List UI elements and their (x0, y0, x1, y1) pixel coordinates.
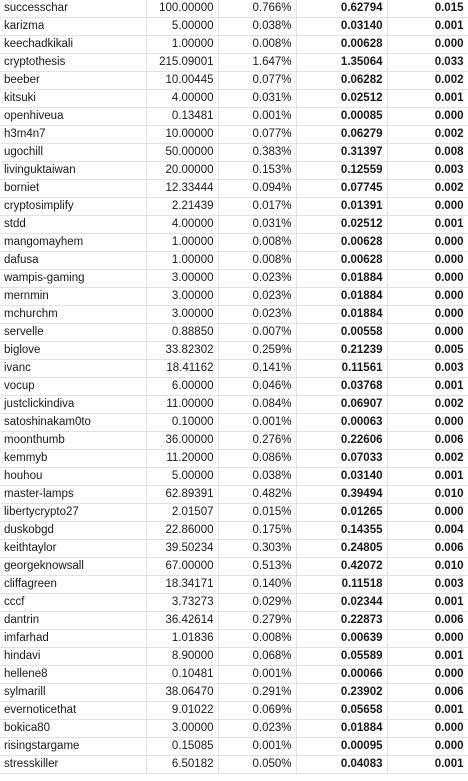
table-row (0, 720, 468, 738)
cell-value[interactable]: 0.000 (387, 306, 468, 324)
cell-percent[interactable]: 0.015% (218, 504, 296, 522)
cell-name[interactable]: openhiveua (0, 108, 146, 126)
cell-amount[interactable]: 38.06470 (146, 684, 218, 702)
cell-amount[interactable]: 22.86000 (146, 522, 218, 540)
cell-percent[interactable]: 0.023% (218, 306, 296, 324)
cell-share[interactable]: 0.05589 (296, 648, 387, 666)
cell-name[interactable]: dafusa (0, 252, 146, 270)
cell-share[interactable]: 0.01391 (296, 198, 387, 216)
cell-percent[interactable]: 0.069% (218, 702, 296, 720)
cell-amount[interactable]: 0.10481 (146, 666, 218, 684)
cell-value[interactable]: 0.003 (387, 162, 468, 180)
cell-percent[interactable]: 0.086% (218, 450, 296, 468)
cell-name[interactable]: georgeknowsall (0, 558, 146, 576)
cell-value[interactable]: 0.000 (387, 720, 468, 738)
cell-amount[interactable]: 1.01836 (146, 630, 218, 648)
cell-share[interactable]: 0.11518 (296, 576, 387, 594)
cell-name[interactable]: keithtaylor (0, 540, 146, 558)
cell-percent[interactable]: 0.023% (218, 270, 296, 288)
cell-name[interactable]: moonthumb (0, 432, 146, 450)
cell-share[interactable]: 0.00066 (296, 666, 387, 684)
cell-amount[interactable]: 1.00000 (146, 234, 218, 252)
table-row (0, 468, 468, 486)
cell-value[interactable]: 0.000 (387, 234, 468, 252)
table-row (0, 756, 468, 774)
cell-value[interactable]: 0.001 (387, 90, 468, 108)
cell-name[interactable]: kitsuki (0, 90, 146, 108)
cell-amount[interactable]: 8.90000 (146, 648, 218, 666)
cell-amount[interactable]: 4.00000 (146, 216, 218, 234)
table-row (0, 288, 468, 306)
cell-name[interactable]: kemmyb (0, 450, 146, 468)
cell-value[interactable]: 0.000 (387, 630, 468, 648)
cell-share[interactable]: 0.02344 (296, 594, 387, 612)
cell-value[interactable]: 0.001 (387, 468, 468, 486)
cell-amount[interactable]: 18.34171 (146, 576, 218, 594)
cell-name[interactable]: cliffagreen (0, 576, 146, 594)
cell-value[interactable]: 0.000 (387, 738, 468, 756)
table-row (0, 702, 468, 720)
table-row (0, 540, 468, 558)
cell-name[interactable]: cryptosimplify (0, 198, 146, 216)
cell-percent[interactable]: 0.291% (218, 684, 296, 702)
cell-name[interactable]: imfarhad (0, 630, 146, 648)
cell-value[interactable]: 0.004 (387, 522, 468, 540)
table-row (0, 450, 468, 468)
cell-value[interactable]: 0.001 (387, 216, 468, 234)
cell-percent[interactable]: 0.766% (218, 0, 296, 18)
cell-share[interactable]: 0.07745 (296, 180, 387, 198)
cell-percent[interactable]: 0.001% (218, 738, 296, 756)
cell-percent[interactable]: 0.001% (218, 666, 296, 684)
cell-name[interactable]: stresskiller (0, 756, 146, 774)
cell-share[interactable]: 0.00095 (296, 738, 387, 756)
cell-amount[interactable]: 18.41162 (146, 360, 218, 378)
cell-name[interactable]: master-lamps (0, 486, 146, 504)
table-row (0, 18, 468, 36)
cell-percent[interactable]: 0.023% (218, 288, 296, 306)
cell-percent[interactable]: 0.383% (218, 144, 296, 162)
cell-share[interactable]: 0.06279 (296, 126, 387, 144)
cell-amount[interactable]: 3.00000 (146, 270, 218, 288)
cell-name[interactable]: libertycrypto27 (0, 504, 146, 522)
cell-share[interactable]: 0.21239 (296, 342, 387, 360)
cell-share[interactable]: 0.03140 (296, 468, 387, 486)
cell-share[interactable]: 0.03140 (296, 18, 387, 36)
cell-amount[interactable]: 67.00000 (146, 558, 218, 576)
cell-name[interactable]: vocup (0, 378, 146, 396)
cell-name[interactable]: bokica80 (0, 720, 146, 738)
cell-percent[interactable]: 0.094% (218, 180, 296, 198)
cell-value[interactable]: 0.002 (387, 72, 468, 90)
table-row (0, 180, 468, 198)
cell-amount[interactable]: 12.33444 (146, 180, 218, 198)
cell-share[interactable]: 0.06907 (296, 396, 387, 414)
table-row (0, 162, 468, 180)
cell-percent[interactable]: 0.007% (218, 324, 296, 342)
cell-amount[interactable]: 4.00000 (146, 90, 218, 108)
table-row (0, 324, 468, 342)
cell-value[interactable]: 0.033 (387, 54, 468, 72)
cell-share[interactable]: 0.11561 (296, 360, 387, 378)
cell-name[interactable]: servelle (0, 324, 146, 342)
cell-share[interactable]: 0.39494 (296, 486, 387, 504)
cell-name[interactable]: mernmin (0, 288, 146, 306)
table-row (0, 198, 468, 216)
cell-percent[interactable]: 0.482% (218, 486, 296, 504)
table-row (0, 36, 468, 54)
table-row (0, 648, 468, 666)
cell-percent[interactable]: 0.513% (218, 558, 296, 576)
cell-share[interactable]: 0.00558 (296, 324, 387, 342)
cell-value[interactable]: 0.001 (387, 594, 468, 612)
cell-share[interactable]: 0.22606 (296, 432, 387, 450)
cell-name[interactable]: duskobgd (0, 522, 146, 540)
cell-share[interactable]: 0.12559 (296, 162, 387, 180)
cell-amount[interactable]: 3.00000 (146, 306, 218, 324)
table-row (0, 738, 468, 756)
cell-percent[interactable]: 0.023% (218, 720, 296, 738)
cell-value[interactable]: 0.010 (387, 558, 468, 576)
cell-value[interactable]: 0.000 (387, 270, 468, 288)
cell-percent[interactable]: 0.008% (218, 252, 296, 270)
table-row (0, 594, 468, 612)
cell-percent[interactable]: 0.084% (218, 396, 296, 414)
cell-amount[interactable]: 6.50182 (146, 756, 218, 774)
table-row (0, 630, 468, 648)
cell-share[interactable]: 0.06282 (296, 72, 387, 90)
cell-share[interactable]: 0.02512 (296, 216, 387, 234)
cell-name[interactable]: ugochill (0, 144, 146, 162)
cell-value[interactable]: 0.003 (387, 576, 468, 594)
cell-percent[interactable]: 0.141% (218, 360, 296, 378)
cell-percent[interactable]: 0.153% (218, 162, 296, 180)
table-row (0, 612, 468, 630)
cell-percent[interactable]: 0.017% (218, 198, 296, 216)
cell-value[interactable]: 0.003 (387, 360, 468, 378)
table-row (0, 522, 468, 540)
table-row (0, 378, 468, 396)
cell-amount[interactable]: 0.10000 (146, 414, 218, 432)
cell-name[interactable]: satoshinakam0to (0, 414, 146, 432)
table-row (0, 144, 468, 162)
cell-share[interactable]: 0.01884 (296, 720, 387, 738)
table-row (0, 270, 468, 288)
cell-name[interactable]: livinguktaiwan (0, 162, 146, 180)
cell-share[interactable]: 0.07033 (296, 450, 387, 468)
table-row (0, 216, 468, 234)
table-row (0, 432, 468, 450)
table-row (0, 684, 468, 702)
cell-share[interactable]: 0.01265 (296, 504, 387, 522)
table-row (0, 108, 468, 126)
cell-percent[interactable]: 0.140% (218, 576, 296, 594)
cell-name[interactable]: dantrin (0, 612, 146, 630)
cell-value[interactable]: 0.002 (387, 180, 468, 198)
table-row (0, 306, 468, 324)
cell-name[interactable]: biglove (0, 342, 146, 360)
cell-share[interactable]: 0.05658 (296, 702, 387, 720)
cell-percent[interactable]: 0.303% (218, 540, 296, 558)
cell-share[interactable]: 0.62794 (296, 0, 387, 18)
cell-name[interactable]: wampis-gaming (0, 270, 146, 288)
cell-amount[interactable]: 50.00000 (146, 144, 218, 162)
cell-value[interactable]: 0.002 (387, 396, 468, 414)
cell-name[interactable]: successchar (0, 0, 146, 18)
cell-name[interactable]: evernoticethat (0, 702, 146, 720)
table-row (0, 396, 468, 414)
cell-value[interactable]: 0.006 (387, 684, 468, 702)
table-row (0, 414, 468, 432)
cell-value[interactable]: 0.002 (387, 450, 468, 468)
cell-share[interactable]: 0.04083 (296, 756, 387, 774)
cell-value[interactable]: 0.000 (387, 252, 468, 270)
cell-name[interactable]: keechadkikali (0, 36, 146, 54)
table-row (0, 486, 468, 504)
cell-amount[interactable]: 3.00000 (146, 720, 218, 738)
cell-name[interactable]: hellene8 (0, 666, 146, 684)
cell-percent[interactable]: 0.068% (218, 648, 296, 666)
cell-amount[interactable]: 11.00000 (146, 396, 218, 414)
cell-percent[interactable]: 0.050% (218, 756, 296, 774)
cell-share[interactable]: 0.24805 (296, 540, 387, 558)
cell-amount[interactable]: 20.00000 (146, 162, 218, 180)
cell-percent[interactable]: 0.175% (218, 522, 296, 540)
cell-percent[interactable]: 0.276% (218, 432, 296, 450)
cell-share[interactable]: 0.00628 (296, 234, 387, 252)
cell-percent[interactable]: 0.259% (218, 342, 296, 360)
cell-amount[interactable]: 33.82302 (146, 342, 218, 360)
cell-value[interactable]: 0.001 (387, 378, 468, 396)
cell-share[interactable]: 0.03768 (296, 378, 387, 396)
table-row (0, 342, 468, 360)
cell-value[interactable]: 0.015 (387, 0, 468, 18)
cell-amount[interactable]: 1.00000 (146, 252, 218, 270)
cell-share[interactable]: 0.22873 (296, 612, 387, 630)
cell-value[interactable]: 0.000 (387, 198, 468, 216)
cell-name[interactable]: risingstargame (0, 738, 146, 756)
table-row (0, 252, 468, 270)
cell-amount[interactable]: 36.00000 (146, 432, 218, 450)
cell-percent[interactable]: 0.029% (218, 594, 296, 612)
cell-share[interactable]: 0.00639 (296, 630, 387, 648)
table-row (0, 72, 468, 90)
cell-amount[interactable]: 0.13481 (146, 108, 218, 126)
cell-amount[interactable]: 36.42614 (146, 612, 218, 630)
cell-value[interactable]: 0.001 (387, 702, 468, 720)
cell-value[interactable]: 0.006 (387, 540, 468, 558)
cell-name[interactable]: sylmarill (0, 684, 146, 702)
cell-value[interactable]: 0.000 (387, 666, 468, 684)
table-row (0, 90, 468, 108)
cell-amount[interactable]: 3.00000 (146, 288, 218, 306)
cell-percent[interactable]: 0.046% (218, 378, 296, 396)
cell-percent[interactable]: 0.279% (218, 612, 296, 630)
cell-value[interactable]: 0.000 (387, 504, 468, 522)
cell-amount[interactable]: 2.01507 (146, 504, 218, 522)
cell-share[interactable]: 1.35064 (296, 54, 387, 72)
cell-share[interactable]: 0.00628 (296, 252, 387, 270)
cell-value[interactable]: 0.008 (387, 144, 468, 162)
cell-value[interactable]: 0.000 (387, 414, 468, 432)
cell-amount[interactable]: 0.88850 (146, 324, 218, 342)
cell-percent[interactable]: 0.001% (218, 414, 296, 432)
cell-percent[interactable]: 1.647% (218, 54, 296, 72)
cell-name[interactable]: h3m4n7 (0, 126, 146, 144)
cell-amount[interactable]: 1.00000 (146, 36, 218, 54)
cell-name[interactable]: mangomayhem (0, 234, 146, 252)
cell-share[interactable]: 0.00628 (296, 36, 387, 54)
cell-name[interactable]: houhou (0, 468, 146, 486)
cell-percent[interactable]: 0.031% (218, 216, 296, 234)
cell-amount[interactable]: 100.00000 (146, 0, 218, 18)
cell-name[interactable]: mchurchm (0, 306, 146, 324)
cell-percent[interactable]: 0.031% (218, 90, 296, 108)
table-row (0, 234, 468, 252)
cell-percent[interactable]: 0.008% (218, 36, 296, 54)
table-row (0, 504, 468, 522)
cell-share[interactable]: 0.42072 (296, 558, 387, 576)
cell-value[interactable]: 0.006 (387, 612, 468, 630)
cell-share[interactable]: 0.00063 (296, 414, 387, 432)
table-row (0, 54, 468, 72)
cell-amount[interactable]: 10.00000 (146, 126, 218, 144)
cell-value[interactable]: 0.001 (387, 648, 468, 666)
cell-amount[interactable]: 215.09001 (146, 54, 218, 72)
cell-value[interactable]: 0.001 (387, 756, 468, 774)
cell-name[interactable]: ivanc (0, 360, 146, 378)
cell-percent[interactable]: 0.077% (218, 72, 296, 90)
cell-amount[interactable]: 5.00000 (146, 468, 218, 486)
cell-share[interactable]: 0.01884 (296, 306, 387, 324)
table-row (0, 126, 468, 144)
cell-name[interactable]: cryptothesis (0, 54, 146, 72)
cell-name[interactable]: cccf (0, 594, 146, 612)
cell-amount[interactable]: 6.00000 (146, 378, 218, 396)
cell-amount[interactable]: 3.73273 (146, 594, 218, 612)
cell-percent[interactable]: 0.001% (218, 108, 296, 126)
cell-value[interactable]: 0.002 (387, 126, 468, 144)
cell-amount[interactable]: 39.50234 (146, 540, 218, 558)
cell-amount[interactable]: 62.89391 (146, 486, 218, 504)
table-row (0, 0, 468, 18)
cell-amount[interactable]: 5.00000 (146, 18, 218, 36)
table-row (0, 666, 468, 684)
cell-share[interactable]: 0.31397 (296, 144, 387, 162)
cell-amount[interactable]: 9.01022 (146, 702, 218, 720)
cell-value[interactable]: 0.000 (387, 324, 468, 342)
table-row (0, 558, 468, 576)
cell-percent[interactable]: 0.038% (218, 468, 296, 486)
cell-percent[interactable]: 0.038% (218, 18, 296, 36)
cell-share[interactable]: 0.01884 (296, 288, 387, 306)
cell-name[interactable]: beeber (0, 72, 146, 90)
cell-amount[interactable]: 10.00445 (146, 72, 218, 90)
cell-value[interactable]: 0.000 (387, 36, 468, 54)
cell-value[interactable]: 0.006 (387, 432, 468, 450)
cell-share[interactable]: 0.02512 (296, 90, 387, 108)
cell-percent[interactable]: 0.077% (218, 126, 296, 144)
cell-value[interactable]: 0.010 (387, 486, 468, 504)
cell-name[interactable]: borniet (0, 180, 146, 198)
cell-name[interactable]: karizma (0, 18, 146, 36)
cell-amount[interactable]: 0.15085 (146, 738, 218, 756)
cell-percent[interactable]: 0.008% (218, 630, 296, 648)
cell-share[interactable]: 0.00085 (296, 108, 387, 126)
cell-value[interactable]: 0.001 (387, 18, 468, 36)
cell-name[interactable]: stdd (0, 216, 146, 234)
cell-amount[interactable]: 11.20000 (146, 450, 218, 468)
table-row (0, 360, 468, 378)
cell-name[interactable]: justclickindiva (0, 396, 146, 414)
cell-share[interactable]: 0.01884 (296, 270, 387, 288)
cell-share[interactable]: 0.14355 (296, 522, 387, 540)
cell-name[interactable]: hindavi (0, 648, 146, 666)
cell-value[interactable]: 0.000 (387, 108, 468, 126)
table-row (0, 576, 468, 594)
cell-value[interactable]: 0.005 (387, 342, 468, 360)
cell-percent[interactable]: 0.008% (218, 234, 296, 252)
cell-share[interactable]: 0.23902 (296, 684, 387, 702)
cell-value[interactable]: 0.000 (387, 288, 468, 306)
cell-amount[interactable]: 2.21439 (146, 198, 218, 216)
